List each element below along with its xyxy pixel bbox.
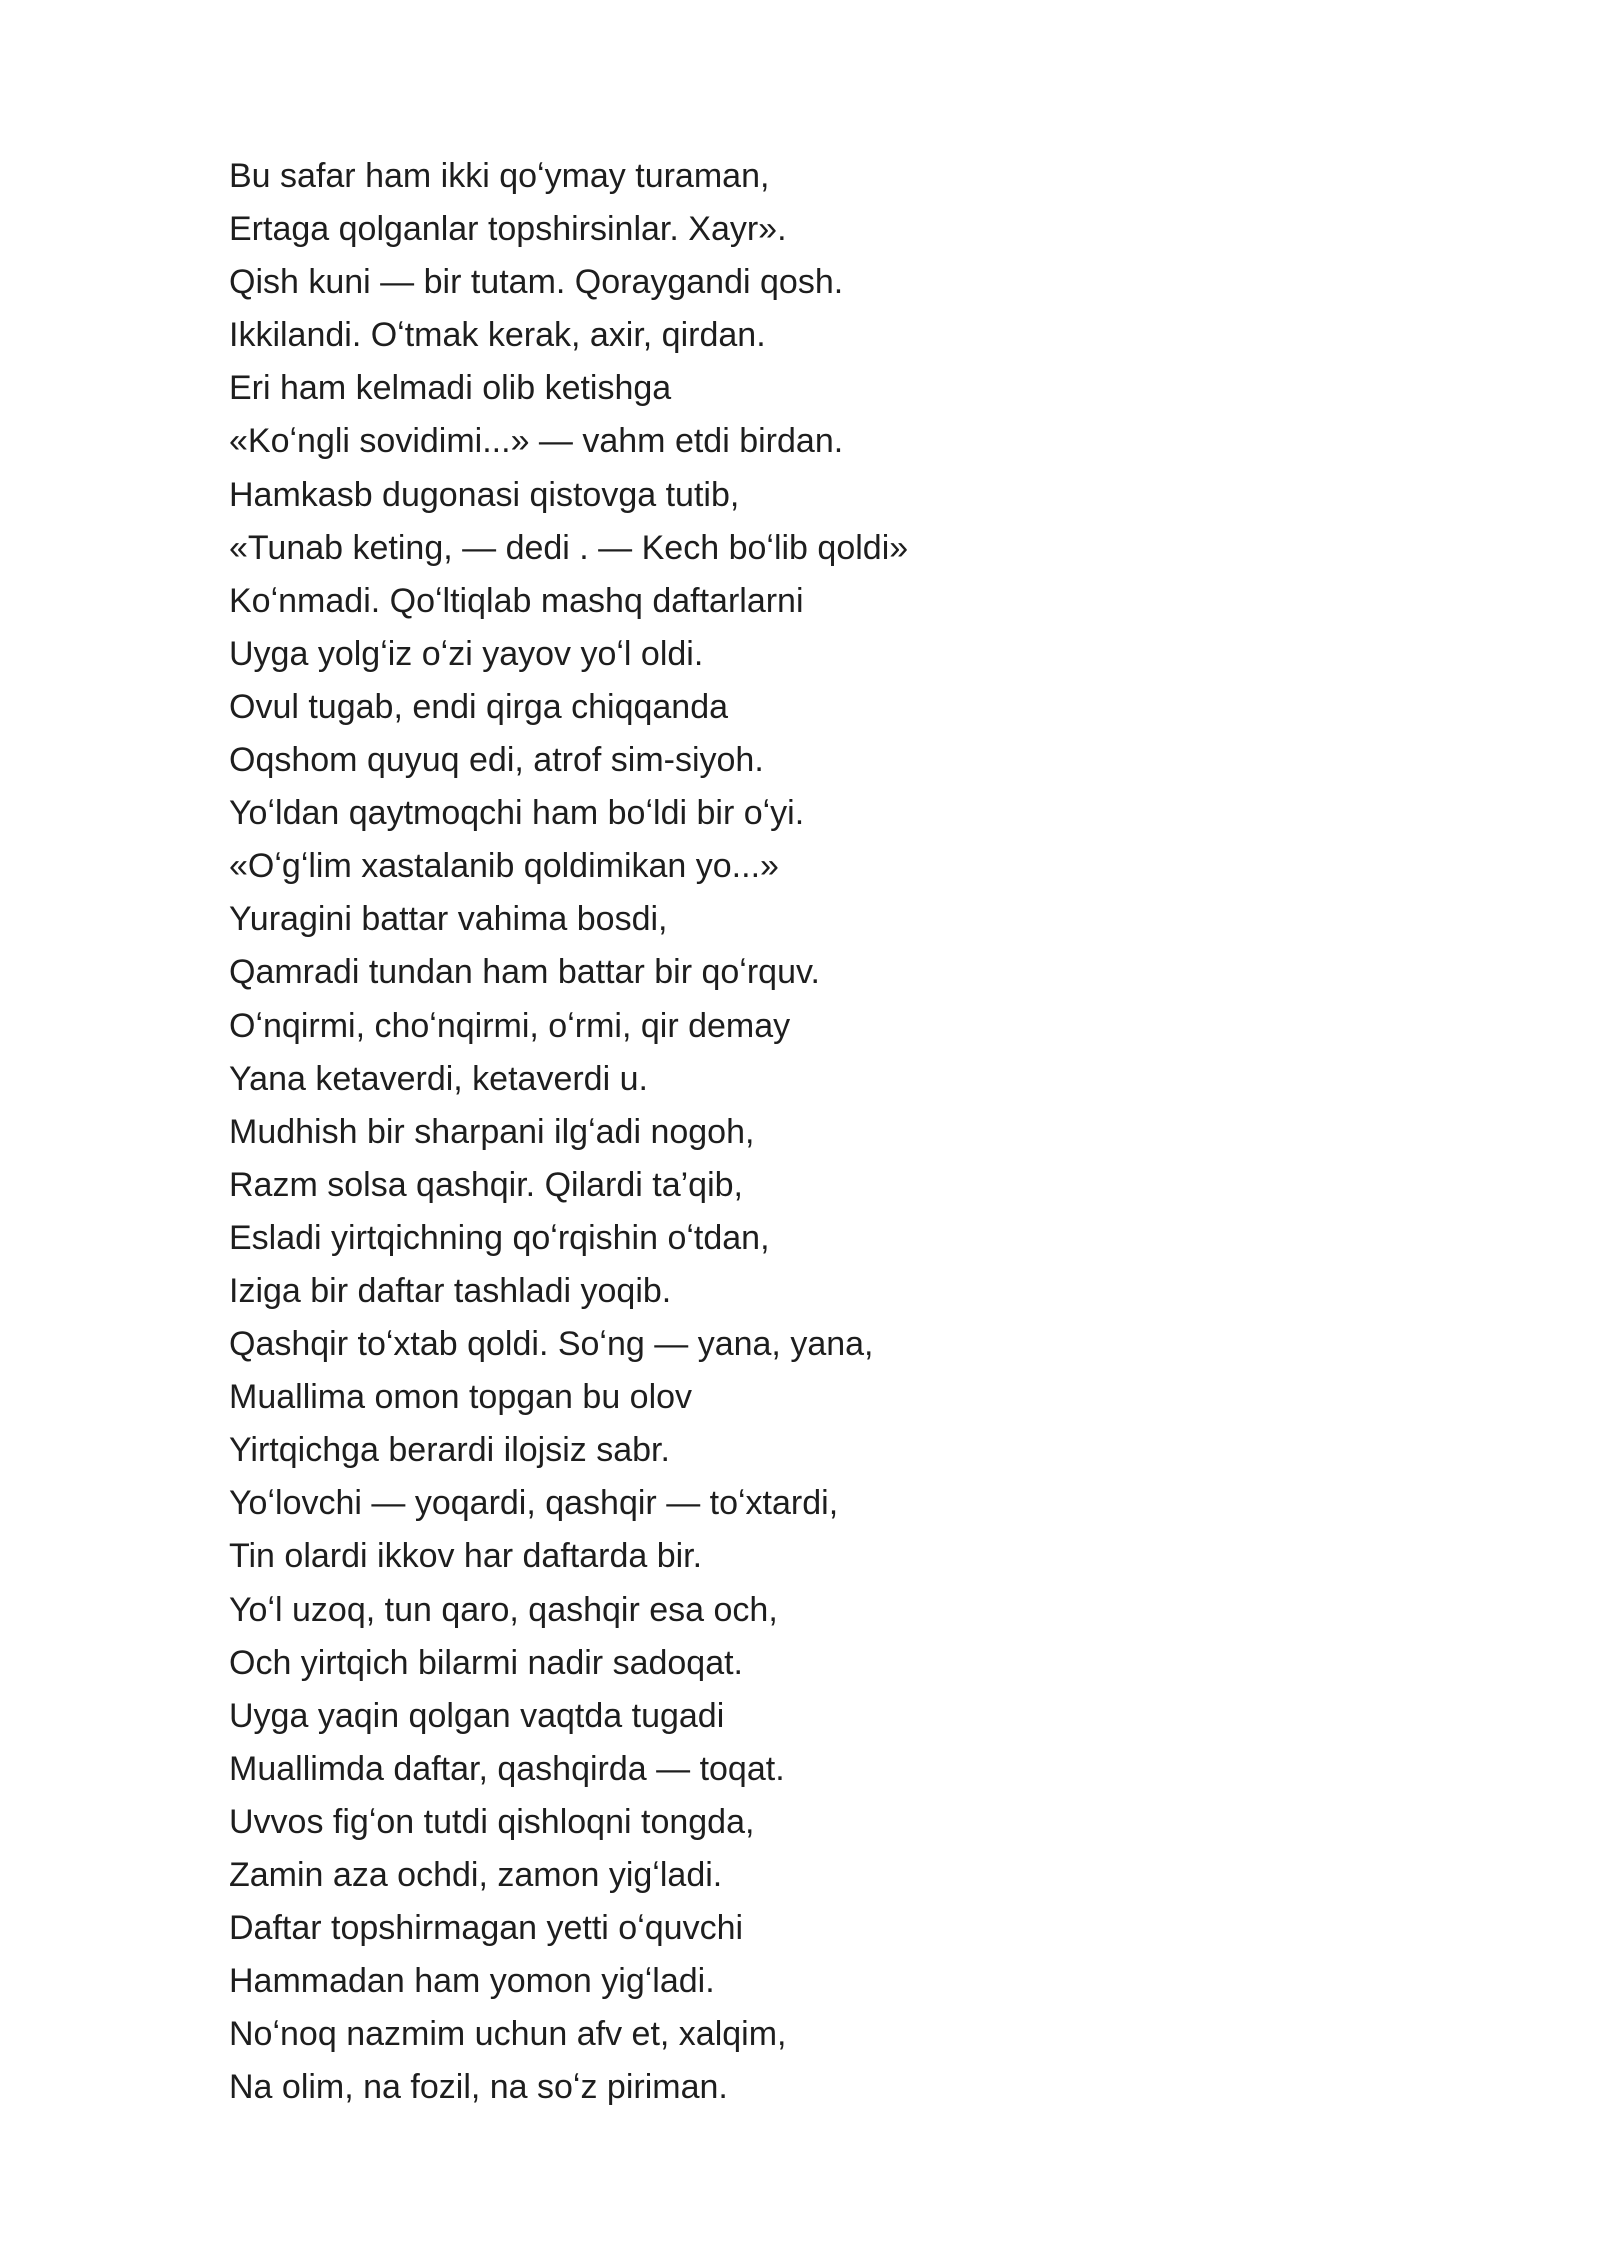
- poem-line: Uyga yolgʻiz oʻzi yayov yoʻl oldi.: [229, 634, 704, 673]
- poem-line: Tin olardi ikkov har daftarda bir.: [229, 1537, 703, 1576]
- poem-line: Oqshom quyuq edi, atrof sim-siyoh.: [229, 741, 764, 780]
- poem-line: Mudhish bir sharpani ilgʻadi nogoh,: [229, 1112, 755, 1151]
- poem-line: Koʻnmadi. Qoʻltiqlab mashq daftarlarni: [229, 581, 804, 620]
- poem-line: Oʻnqirmi, choʻnqirmi, oʻrmi, qir demay: [229, 1006, 791, 1045]
- poem-line: Yirtqichga berardi ilojsiz sabr.: [229, 1431, 670, 1470]
- poem-line: Ikkilandi. Oʻtmak kerak, axir, qirdan.: [229, 316, 766, 355]
- poem-text: [229, 150, 1429, 2114]
- poem-line: Esladi yirtqichning qoʻrqishin oʻtdan,: [229, 1218, 770, 1257]
- poem-line: Qashqir toʻxtab qoldi. Soʻng — yana, yana,: [229, 1325, 874, 1364]
- poem-line: Noʻnoq nazmim uchun afv et, xalqim,: [229, 2015, 787, 2054]
- poem-line: «Tunab keting, — dedi . — Kech boʻlib qoldi»: [229, 528, 909, 567]
- poem-line: «Koʻngli sovidimi...» — vahm etdi birdan.: [229, 422, 844, 461]
- poem-line: Muallimda daftar, qashqirda — toqat.: [229, 1749, 785, 1788]
- poem-line: «Oʻgʻlim xastalanib qoldimikan yo...»: [229, 847, 779, 886]
- poem-line: Och yirtqich bilarmi nadir sadoqat.: [229, 1643, 744, 1682]
- poem-line: Yoʻldan qaytmoqchi ham boʻldi bir oʻyi.: [229, 794, 805, 833]
- poem-line: Bu safar ham ikki qoʻymay turaman,: [229, 157, 770, 195]
- poem-line: Uyga yaqin qolgan vaqtda tugadi: [229, 1696, 725, 1735]
- poem-line: Ertaga qolganlar topshirsinlar. Xayr».: [229, 210, 787, 249]
- poem-line: Yoʻl uzoq, tun qaro, qashqir esa och,: [229, 1590, 778, 1629]
- poem-line: Razm solsa qashqir. Qilardi ta’qib,: [229, 1165, 744, 1204]
- poem-line: Uvvos figʻon tutdi qishloqni tongda,: [229, 1802, 755, 1841]
- poem-line: Zamin aza ochdi, zamon yigʻladi.: [229, 1856, 723, 1894]
- poem-line: Ovul tugab, endi qirga chiqqanda: [229, 687, 729, 726]
- poem-line: Qish kuni — bir tutam. Qoraygandi qosh.: [229, 263, 844, 302]
- poem-line: Daftar topshirmagan yetti oʻquvchi: [229, 1909, 744, 1948]
- poem-line: Yana ketaverdi, ketaverdi u.: [229, 1059, 648, 1098]
- poem-line: Iziga bir daftar tashladi yoqib.: [229, 1271, 672, 1310]
- poem-line: Eri ham kelmadi olib ketishga: [229, 369, 672, 408]
- poem-line: Na olim, na fozil, na soʻz piriman.: [229, 2068, 728, 2107]
- poem-line: Yoʻlovchi — yoqardi, qashqir — toʻxtardi,: [229, 1484, 839, 1523]
- poem-line: Yuragini battar vahima bosdi,: [229, 900, 668, 939]
- poem-line: Qamradi tundan ham battar bir qoʻrquv.: [229, 953, 820, 992]
- poem-line: Muallima omon topgan bu olov: [229, 1378, 693, 1417]
- poem-line: Hammadan ham yomon yigʻladi.: [229, 1962, 715, 2001]
- poem-line: Hamkasb dugonasi qistovga tutib,: [229, 475, 740, 514]
